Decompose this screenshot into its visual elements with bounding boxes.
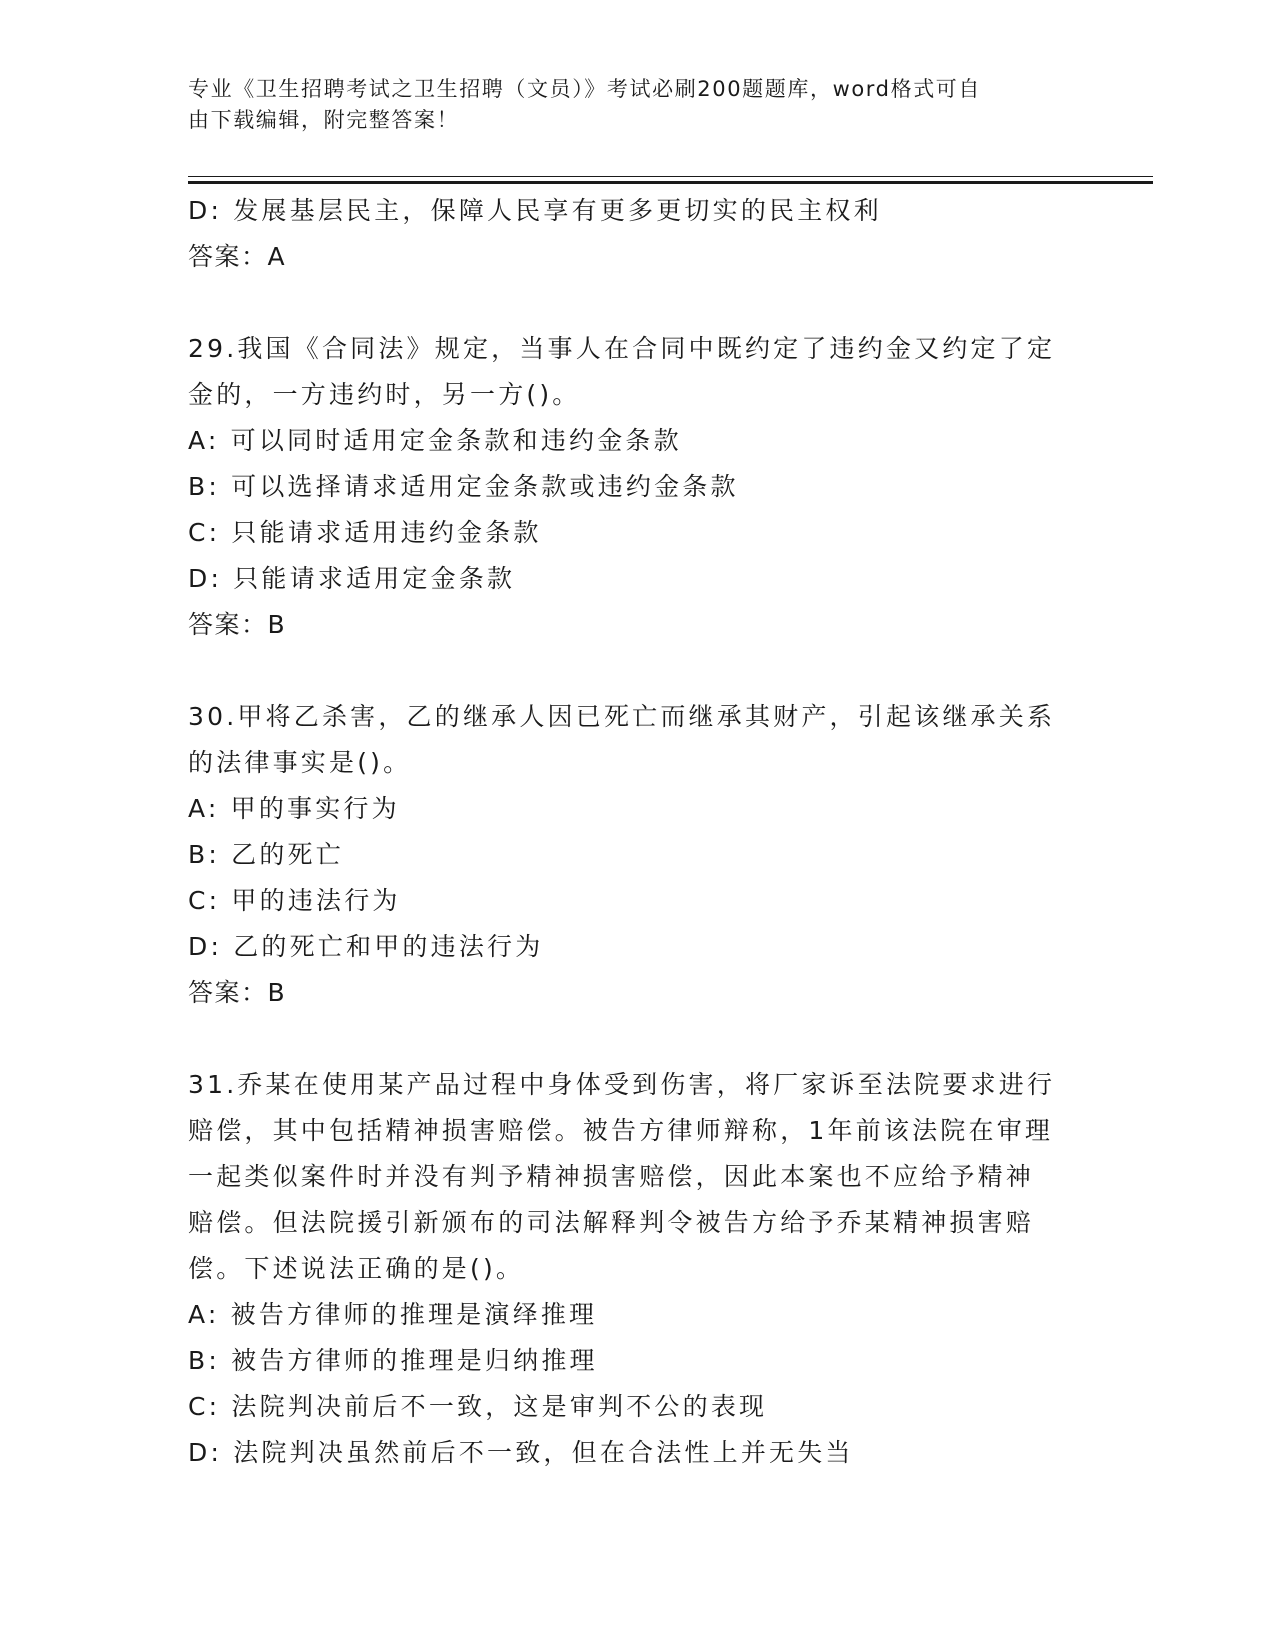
question-stem-line: 30.甲将乙杀害，乙的继承人因已死亡而继承其财产，引起该继承关系	[188, 702, 1056, 731]
previous-question-tail	[188, 188, 1088, 280]
question-content	[188, 188, 1088, 1476]
question-stem-line: 31.乔某在使用某产品过程中身体受到伤害，将厂家诉至法院要求进行	[188, 1070, 1056, 1099]
option-a: A: 可以同时适用定金条款和违约金条款	[188, 426, 682, 455]
question-stem-line: 的法律事实是()。	[188, 748, 412, 777]
document-header	[188, 74, 1068, 136]
header-rule-thick	[188, 181, 1153, 184]
question-stem-line: 29.我国《合同法》规定，当事人在合同中既约定了违约金又约定了定	[188, 334, 1056, 363]
option-b: B: 乙的死亡	[188, 840, 344, 869]
option-d: D: 法院判决虽然前后不一致，但在合法性上并无失当	[188, 1438, 854, 1467]
option-c: C: 只能请求适用违约金条款	[188, 518, 542, 547]
answer: 答案：B	[188, 610, 287, 639]
option-d: D: 发展基层民主，保障人民享有更多更切实的民主权利	[188, 196, 882, 225]
option-c: C: 甲的违法行为	[188, 886, 401, 915]
option-a: A: 被告方律师的推理是演绎推理	[188, 1300, 598, 1329]
question-stem-line: 一起类似案件时并没有判予精神损害赔偿，因此本案也不应给予精神	[188, 1162, 1035, 1191]
header-line-2: 由下载编辑，附完整答案！	[188, 108, 460, 132]
option-c: C: 法院判决前后不一致，这是审判不公的表现	[188, 1392, 768, 1421]
answer: 答案：B	[188, 978, 287, 1007]
question-29	[188, 326, 1088, 648]
option-d: D: 只能请求适用定金条款	[188, 564, 516, 593]
option-b: B: 可以选择请求适用定金条款或违约金条款	[188, 472, 739, 501]
question-stem-line: 赔偿。但法院援引新颁布的司法解释判令被告方给予乔某精神损害赔	[188, 1208, 1035, 1237]
question-stem-line: 偿。下述说法正确的是()。	[188, 1254, 525, 1283]
question-31	[188, 1062, 1088, 1476]
option-b: B: 被告方律师的推理是归纳推理	[188, 1346, 598, 1375]
header-line-1: 专业《卫生招聘考试之卫生招聘（文员）》考试必刷200题题库，word格式可自	[188, 77, 981, 101]
header-rule-thin	[188, 176, 1153, 177]
question-30	[188, 694, 1088, 1016]
question-stem-line: 金的，一方违约时，另一方()。	[188, 380, 581, 409]
question-stem-line: 赔偿，其中包括精神损害赔偿。被告方律师辩称，1年前该法院在审理	[188, 1116, 1054, 1145]
option-d: D: 乙的死亡和甲的违法行为	[188, 932, 544, 961]
option-a: A: 甲的事实行为	[188, 794, 400, 823]
answer: 答案：A	[188, 242, 287, 271]
